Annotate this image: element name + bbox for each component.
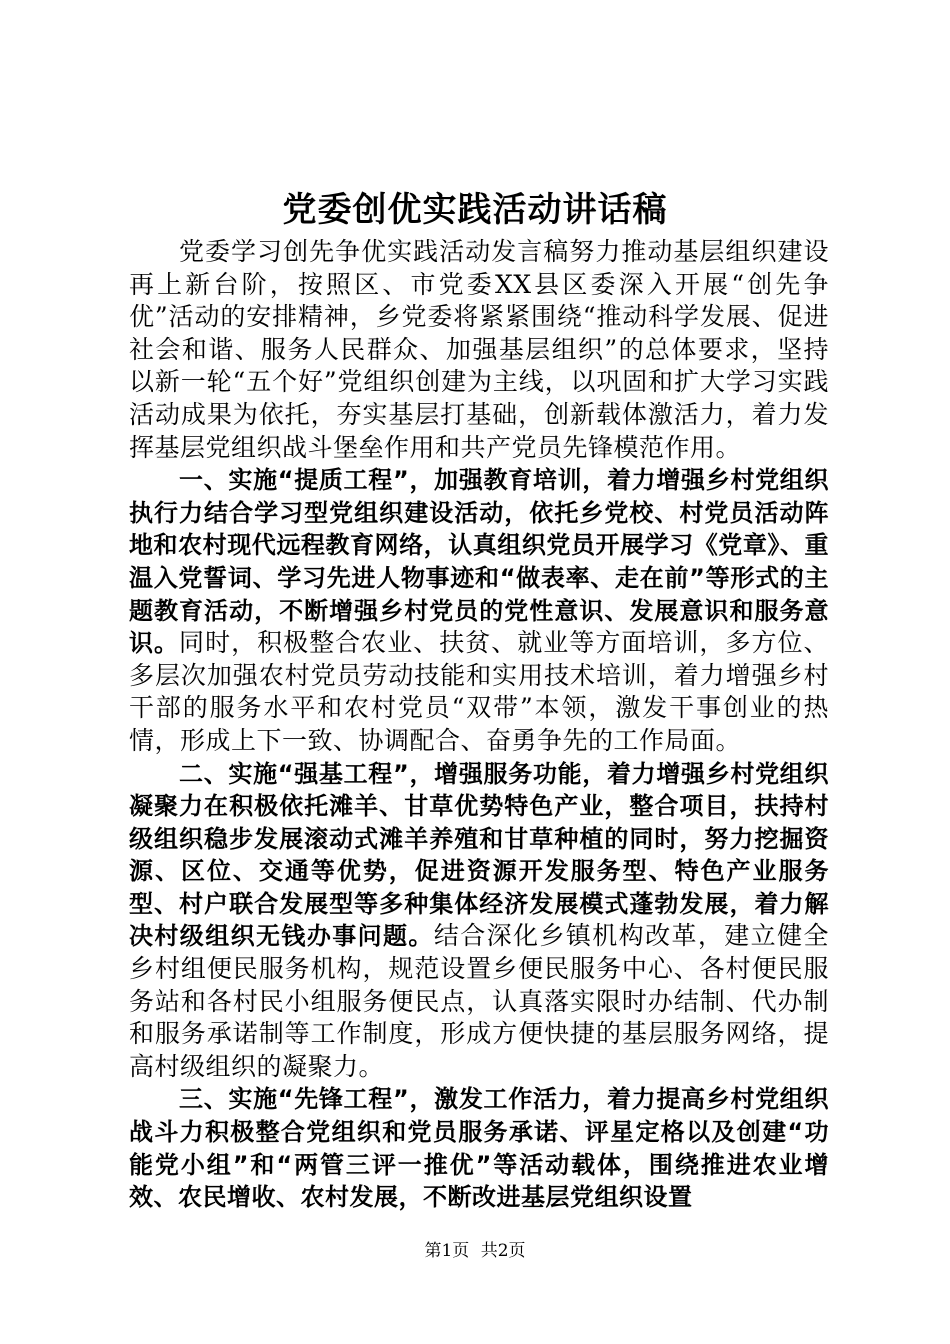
paragraph-section-2-heading: 二、实施“强基工程”，增强服务功能，着力增强乡村党组织凝聚力在积极依托滩羊、甘草优势特色产业，整合项目，扶持村级组织稳步发展滚动式滩羊养殖和甘草种植的同时，努力挖掘资源、区位、交通等优势，促进资源开发服务型、特色产业服务型、村户联合发展型等多种集体经济发展模式蓬勃发展，着力解决村级组织无钱办事问题。: [129, 759, 829, 951]
document-title: 党委创优实践活动讲话稿: [282, 190, 668, 230]
paragraph-intro-text: 党委学习创先争优实践活动发言稿努力推动基层组织建设再上新台阶，按照区、市党委XX县区委深入开展“创先争优”活动的安排精神，乡党委将紧紧围绕“推动科学发展、促进社会和谐、服务人民群众、加强基层组织”的总体要求，坚持以新一轮“五个好”党组织创建为主线，以巩固和扩大学习实践活动成果为依托，夯实基层打基础，创新载体激活力，着力发挥基层党组织战斗堡垒作用和共产党员先锋模范作用。: [129, 237, 829, 462]
paragraph-section-3: [129, 1083, 829, 1213]
paragraph-section-2: [129, 758, 829, 1084]
page-total: 共2页: [480, 1241, 526, 1261]
page-footer: [0, 1239, 950, 1263]
paragraph-section-2-text: 结合深化乡镇机构改革，建立健全乡村组便民服务机构，规范设置乡便民服务中心、各村便民服务站和各村民小组服务便民点，认真落实限时办结制、代办制和服务承诺制等工作制度，形成方便快捷的基层服务网络，提高村级组织的凝聚力。: [129, 921, 829, 1081]
paragraph-section-1: [129, 464, 829, 757]
document-body: [129, 236, 829, 1214]
paragraph-section-3-heading: 三、实施“先锋工程”，激发工作活力，着力提高乡村党组织战斗力积极整合党组织和党员服务承诺、评星定格以及创建“功能党小组”和“两管三评一推优”等活动载体，围绕推进农业增效、农民增收、农村发展，不断改进基层党组织设置: [129, 1085, 829, 1212]
page-number: 第1页: [424, 1241, 470, 1261]
paragraph-section-1-text: 同时，积极整合农业、扶贫、就业等方面培训，多方位、多层次加强农村党员劳动技能和实用技术培训，着力增强乡村干部的服务水平和农村党员“双带”本领，激发干事创业的热情，形成上下一致、协调配合、奋勇争先的工作局面。: [129, 628, 829, 755]
paragraph-section-1-heading: 一、实施“提质工程”，加强教育培训，着力增强乡村党组织执行力结合学习型党组织建设活动，依托乡党校、村党员活动阵地和农村现代远程教育网络，认真组织党员开展学习《党章》、重温入党誓词、学习先进人物事迹和“做表率、走在前”等形式的主题教育活动，不断增强乡村党员的党性意识、发展意识和服务意识。: [129, 466, 829, 658]
paragraph-intro: [129, 236, 829, 464]
